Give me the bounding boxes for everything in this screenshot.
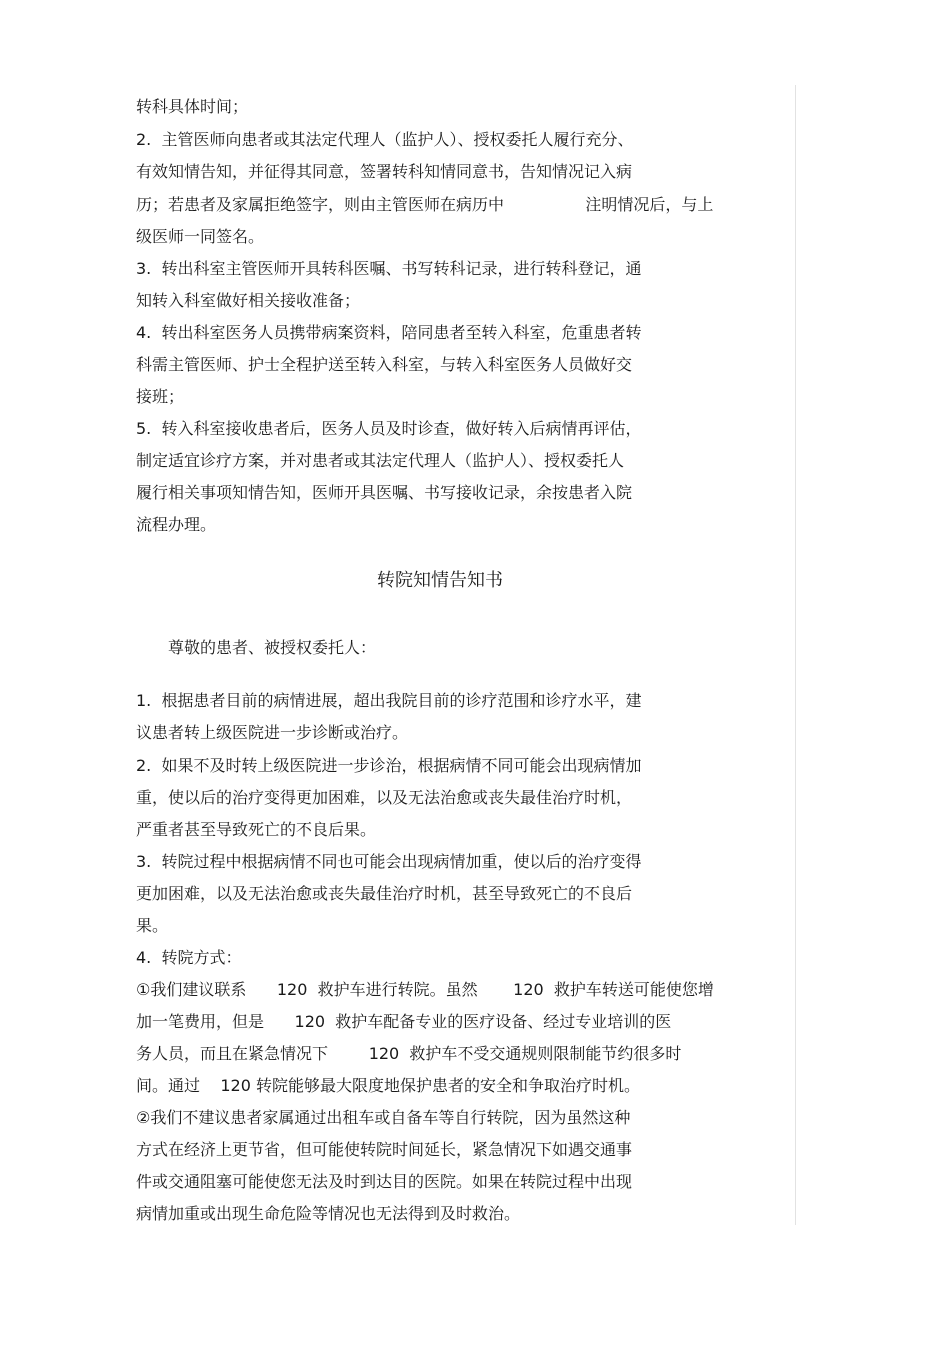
paragraph-line: 2. 如果不及时转上级医院进一步诊治，根据病情不同可能会出现病情加 [136, 756, 642, 775]
paragraph-line: 历；若患者及家属拒绝签字，则由主管医师在病历中 注明情况后，与上 [136, 195, 714, 214]
paragraph-line: 2. 主管医师向患者或其法定代理人（监护人）、授权委托人履行充分、 [136, 130, 634, 149]
paragraph-line: ①我们建议联系 120 救护车进行转院。虽然 120 救护车转送可能使您增 [136, 980, 714, 999]
paragraph-line: 3. 转出科室主管医师开具转科医嘱、书写转科记录，进行转科登记，通 [136, 259, 642, 278]
paragraph-line: 知转入科室做好相关接收准备； [136, 291, 361, 310]
margin-rule [795, 85, 796, 1225]
paragraph-line: 果。 [136, 916, 169, 935]
paragraph-line: 有效知情告知，并征得其同意，签署转科知情同意书，告知情况记入病 [136, 162, 633, 181]
paragraph-line: 1. 根据患者目前的病情进展，超出我院目前的诊疗范围和诊疗水平，建 [136, 691, 642, 710]
paragraph-line: 间。通过 120 转院能够最大限度地保护患者的安全和争取治疗时机。 [136, 1076, 640, 1095]
paragraph-line: 级医师一同签名。 [136, 227, 265, 246]
paragraph-line: 件或交通阻塞可能使您无法及时到达目的医院。如果在转院过程中出现 [136, 1172, 633, 1191]
paragraph-line: 严重者甚至导致死亡的不良后果。 [136, 820, 377, 839]
paragraph-line: 5. 转入科室接收患者后，医务人员及时诊查，做好转入后病情再评估， [136, 419, 642, 438]
paragraph-line: 4. 转出科室医务人员携带病案资料，陪同患者至转入科室，危重患者转 [136, 323, 642, 342]
paragraph-line: 病情加重或出现生命危险等情况也无法得到及时救治。 [136, 1204, 521, 1223]
paragraph-line: 转科具体时间； [136, 97, 249, 116]
paragraph-line: 科需主管医师、护士全程护送至转入科室，与转入科室医务人员做好交 [136, 355, 633, 374]
paragraph-line: 接班； [136, 387, 185, 406]
paragraph-line: 流程办理。 [136, 515, 217, 534]
paragraph-line: 4. 转院方式： [136, 948, 242, 967]
document-title: 转院知情告知书 [377, 570, 503, 591]
paragraph-line: ②我们不建议患者家属通过出租车或自备车等自行转院，因为虽然这种 [136, 1108, 631, 1127]
paragraph-line: 3. 转院过程中根据病情不同也可能会出现病情加重，使以后的治疗变得 [136, 852, 642, 871]
paragraph-line: 制定适宜诊疗方案，并对患者或其法定代理人（监护人）、授权委托人 [136, 451, 625, 470]
paragraph-line: 务人员，而且在紧急情况下 120 救护车不受交通规则限制能节约很多时 [136, 1044, 682, 1063]
salutation: 尊敬的患者、被授权委托人： [168, 638, 377, 657]
paragraph-line: 重，使以后的治疗变得更加困难，以及无法治愈或丧失最佳治疗时机， [136, 788, 633, 807]
paragraph-line: 议患者转上级医院进一步诊断或治疗。 [136, 723, 409, 742]
paragraph-line: 更加困难，以及无法治愈或丧失最佳治疗时机，甚至导致死亡的不良后 [136, 884, 633, 903]
paragraph-line: 履行相关事项知情告知，医师开具医嘱、书写接收记录，余按患者入院 [136, 483, 633, 502]
paragraph-line: 加一笔费用，但是 120 救护车配备专业的医疗设备、经过专业培训的医 [136, 1012, 672, 1031]
paragraph-line: 方式在经济上更节省，但可能使转院时间延长，紧急情况下如遇交通事 [136, 1140, 633, 1159]
